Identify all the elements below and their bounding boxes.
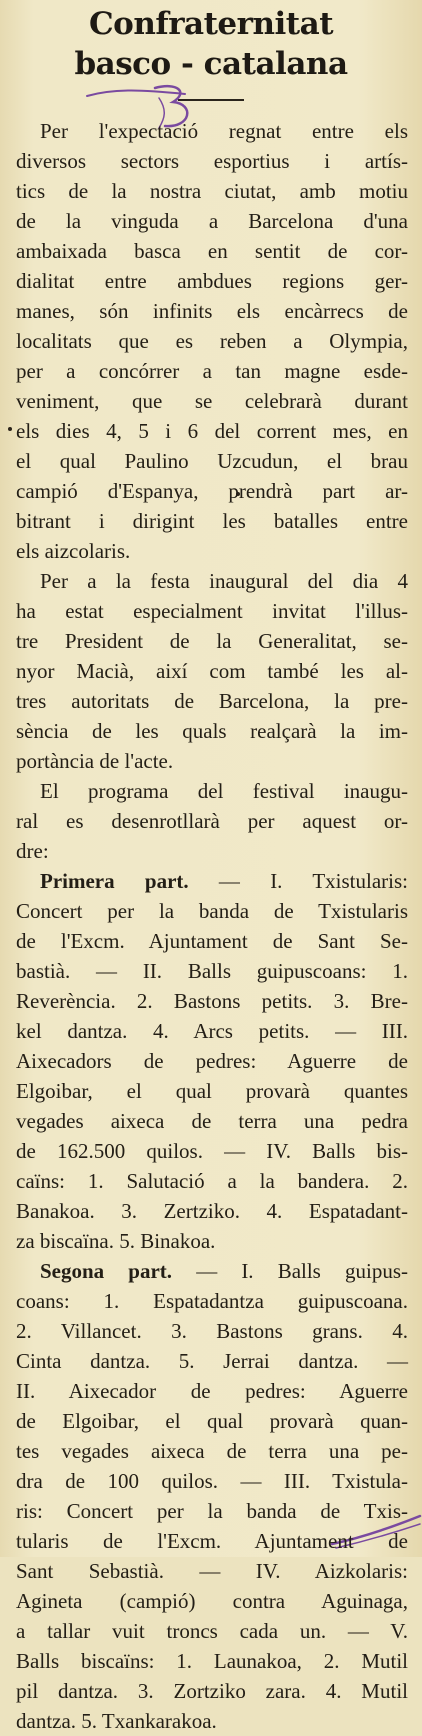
article-line: nyor Macià, així com també les al- [16, 659, 408, 683]
article-line: Concert per la banda de Txistularis [16, 899, 408, 923]
article-line: el qual Paulino Uzcudun, el brau [16, 449, 408, 473]
article-line: els aizcolaris. [16, 539, 131, 563]
article-line: tics de la nostra ciutat, amb motiu [16, 179, 408, 203]
article-line: a tallar vuit troncs cada un. — V. [16, 1619, 408, 1643]
article-line: tre President de la Generalitat, se- [16, 629, 408, 653]
article-line: Banakoa. 3. Zertziko. 4. Espatadant- [16, 1199, 408, 1223]
article-line: ha estat especialment invitat l'illus- [16, 599, 408, 623]
article-line: Elgoibar, el qual provarà quantes [16, 1079, 408, 1103]
article-line: El programa del festival inaugu- [40, 779, 408, 803]
ink-speck [8, 427, 12, 431]
article-line: Reverència. 2. Bastons petits. 3. Bre- [16, 989, 408, 1013]
article-line: za biscaïna. 5. Binakoa. [16, 1229, 216, 1253]
article-line: Sant Sebastià. — IV. Aizkolaris: [16, 1559, 408, 1583]
article-line: II. Aixecador de pedres: Aguerre [16, 1379, 408, 1403]
article-line: dialitat entre ambdues regions ger- [16, 269, 408, 293]
article-line: campió d'Espanya, prendrà part ar- [16, 479, 408, 503]
article-line: ris: Concert per la banda de Txis- [16, 1499, 408, 1523]
article-line: els dies 4, 5 i 6 del corrent mes, en [16, 419, 408, 443]
article-line: dantza. 5. Txankarakoa. [16, 1709, 217, 1733]
article-line: Per a la festa inaugural del dia 4 [40, 569, 408, 593]
article-line: Per l'expectació regnat entre els [40, 119, 408, 143]
article-line: tes vegades aixeca de terra una pe- [16, 1439, 408, 1463]
article-line: bitrant i dirigint les batalles entre [16, 509, 408, 533]
article-line: de l'Excm. Ajuntament de Sant Se- [16, 929, 408, 953]
article-line: sència de les quals realçarà la im- [16, 719, 408, 743]
article-line: dre: [16, 839, 49, 863]
article-line: Cinta dantza. 5. Jerrai dantza. — [16, 1349, 408, 1373]
article-line: coans: 1. Espatadantza guipuscoana. [16, 1289, 408, 1313]
article-line: de Elgoibar, el qual provarà quan- [16, 1409, 408, 1433]
headline-rule [178, 99, 244, 101]
article-line: veniment, que se celebrarà durant [16, 389, 408, 413]
article-line: per a concórrer a tan magne esde- [16, 359, 408, 383]
article-line: dra de 100 quilos. — III. Txistula- [16, 1469, 408, 1493]
article-line: manes, són infinits els encàrrecs de [16, 299, 408, 323]
article-line: bastià. — II. Balls guipuscoans: 1. [16, 959, 408, 983]
article-line: ral es desenrotllarà per aquest or- [16, 809, 408, 833]
article-line: Agineta (campió) contra Aguinaga, [16, 1589, 408, 1613]
headline-line-2: basco - catalana [74, 46, 348, 82]
article-line: Balls biscaïns: 1. Launakoa, 2. Mutil [16, 1649, 408, 1673]
article-line: vegades aixeca de terra una pedra [16, 1109, 408, 1133]
article-line: de la vinguda a Barcelona d'una [16, 209, 408, 233]
article-line: Primera part. — I. Txistularis: [40, 869, 408, 893]
article-line: Aixecadors de pedres: Aguerre de [16, 1049, 408, 1073]
article-line: 2. Villancet. 3. Bastons grans. 4. [16, 1319, 408, 1343]
article-line: localitats que es reben a Olympia, [16, 329, 408, 353]
article-line: Segona part. — I. Balls guipus- [40, 1259, 408, 1283]
article-line: caïns: 1. Salutació a la bandera. 2. [16, 1169, 408, 1193]
article-line: tularis de l'Excm. Ajuntament de [16, 1529, 408, 1553]
article-line: de 162.500 quilos. — IV. Balls bis- [16, 1139, 408, 1163]
headline-line-1: Confraternitat [88, 6, 334, 42]
article-line: pil dantza. 3. Zortziko zara. 4. Mutil [16, 1679, 408, 1703]
article-line: kel dantza. 4. Arcs petits. — III. [16, 1019, 408, 1043]
article-line: ambaixada basca en sentit de cor- [16, 239, 408, 263]
article-line: tres autoritats de Barcelona, la pre- [16, 689, 408, 713]
article-line: diversos sectors esportius i artís- [16, 149, 408, 173]
article-line: portància de l'acte. [16, 749, 174, 773]
